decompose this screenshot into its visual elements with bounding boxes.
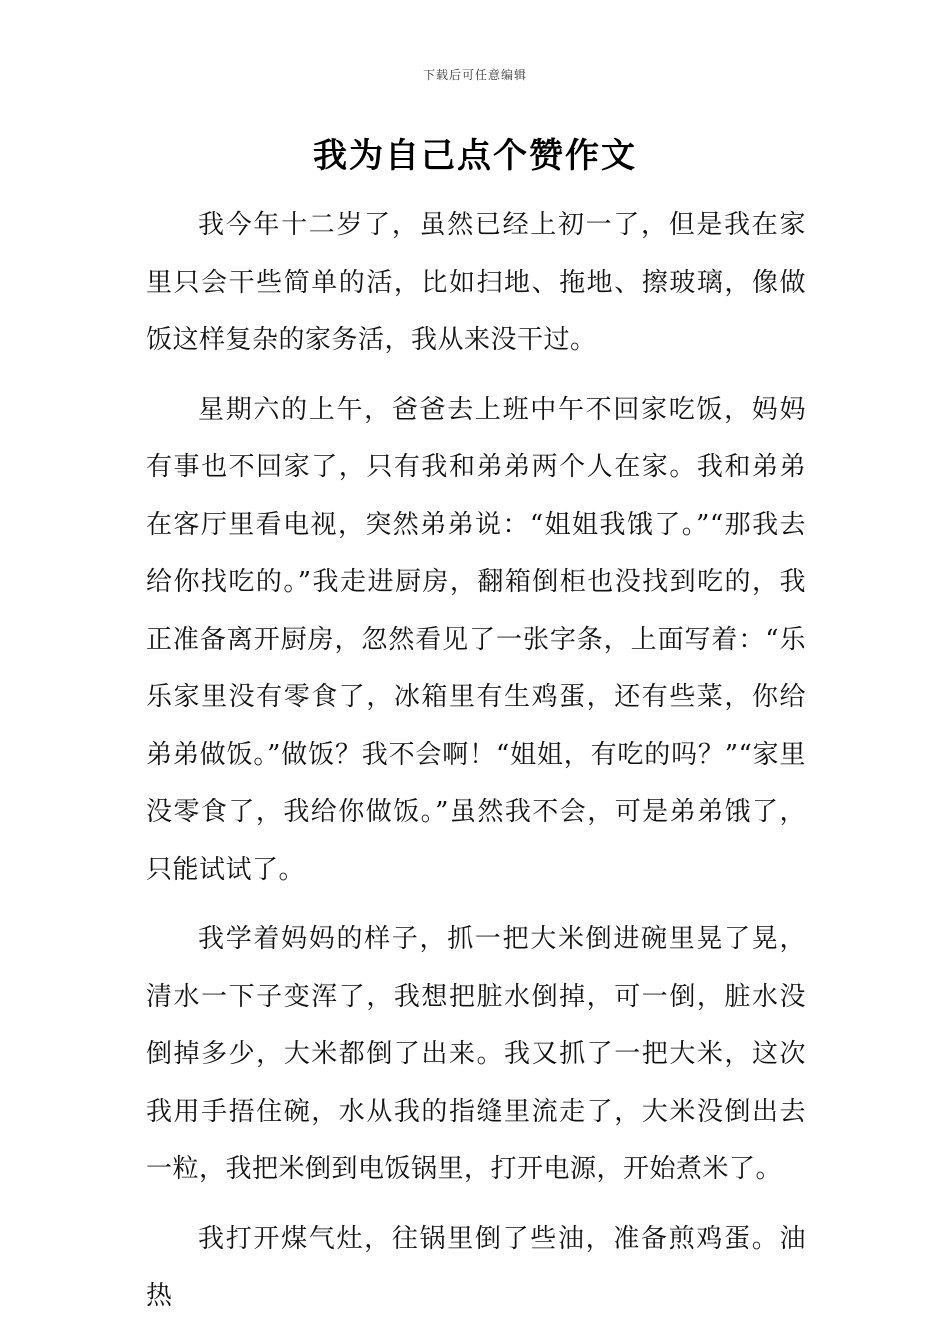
paragraph-3: 我学着妈妈的样子，抓一把大米倒进碗里晃了晃，清水一下子变浑了，我想把脏水倒掉，可一倒，脏水没倒掉多少，大米都倒了出来。我又抓了一把大米，这次我用手捂住碗，水从我的指缝里流走了，大米没倒出去一粒，我把米倒到电饭锅里，打开电源，开始煮米了。 (146, 924, 806, 1184)
article-title: 我为自己点个赞作文 (313, 136, 637, 176)
paragraph-4: 我打开煤气灶，往锅里倒了些油，准备煎鸡蛋。油热 (146, 1223, 806, 1311)
paragraph-2: 星期六的上午，爸爸去上班中午不回家吃饭，妈妈有事也不回家了，只有我和弟弟两个人在家。我和弟弟在客厅里看电视，突然弟弟说：“姐姐我饿了。”“那我去给你找吃的。”我走进厨房，翻箱倒柜也没找到吃的，我正准备离开厨房，忽然看见了一张字条，上面写着：“乐乐家里没有零食了，冰箱里有生鸡蛋，还有些菜，你给弟弟做饭。”做饭？我不会啊！“姐姐，有吃的吗？”“家里没零食了，我给你做饭。”虽然我不会，可是弟弟饿了，只能试试了。 (146, 394, 806, 885)
header-note: 下载后可任意编辑 (422, 68, 527, 82)
article-body (146, 197, 806, 1326)
paragraph-1: 我今年十二岁了，虽然已经上初一了，但是我在家里只会干些简单的活，比如扫地、拖地、擦玻璃，像做饭这样复杂的家务活，我从来没干过。 (146, 210, 806, 355)
